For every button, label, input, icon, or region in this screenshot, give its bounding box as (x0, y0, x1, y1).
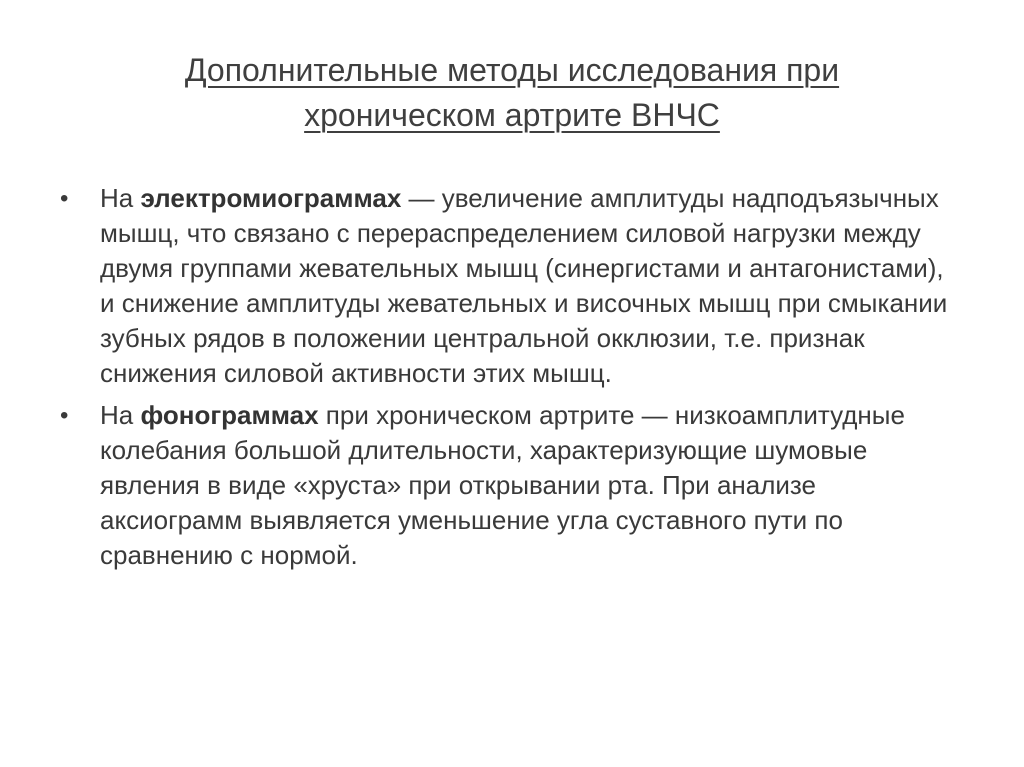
bullet-dot-icon: • (60, 185, 69, 212)
bullet-list (60, 181, 965, 580)
slide-title-line-2: хроническом артрите ВНЧС (304, 97, 720, 133)
bullet-term: фонограммах (140, 400, 319, 430)
bullet-prefix: На (100, 400, 141, 430)
bullet-text: — увеличение амплитуды надподъязычных мышц, что связано с перераспределением силовой нагрузки между двумя группами жевательных мышц (синергистами и антагонистами), и снижение амплитуды жевательных и височных мышц при смыкании зубных рядов в положении центральной окклюзии, т.е. признак снижения силовой активности этих мышц. (100, 183, 948, 388)
bullet-item-phonogram (60, 398, 965, 573)
bullet-dot-icon: • (60, 402, 69, 429)
bullet-term: электромиограммах (140, 183, 402, 213)
bullet-prefix: На (100, 183, 141, 213)
bullet-text: при хроническом артрите — низкоамплитудные колебания большой длительности, характеризующие шумовые явления в виде «хруста» при открывании рта. При анализе аксиограмм выявляется уменьшение угла суставного пути по сравнению с нормой. (100, 400, 905, 570)
slide-title-line-1: Дополнительные методы исследования при (184, 52, 840, 88)
slide-title (0, 48, 1024, 138)
bullet-item-electromyogram (60, 181, 965, 391)
